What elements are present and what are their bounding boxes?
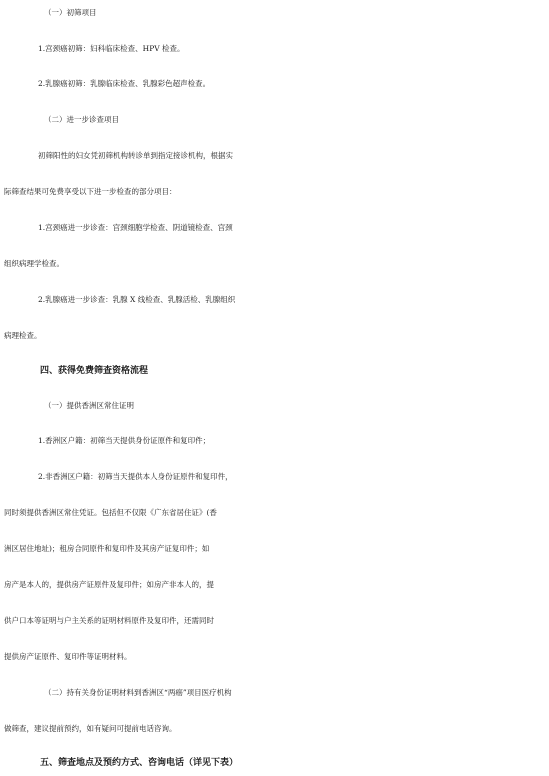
paragraph-line: 1.宫颈癌初筛：妇科临床检查、HPV 检查。 xyxy=(38,44,185,53)
paragraph-line: 供户口本等证明与户主关系的证明材料原件及复印件，还需同时 xyxy=(4,616,214,625)
subheading-initial-screening-items: （一）初筛项目 xyxy=(44,8,97,17)
paragraph-line: 1.宫颈癌进一步诊查：宫颈细胞学检查、阴道镜检查、宫颈 xyxy=(38,223,233,232)
paragraph-line: 提供房产证原件、复印件等证明材料。 xyxy=(4,652,132,661)
paragraph-line: 同时须提供香洲区常住凭证。包括但不仅限《广东省居住证》(香 xyxy=(4,508,217,517)
paragraph-line: 2.非香洲区户籍：初筛当天提供本人身份证原件和复印件， xyxy=(38,472,233,481)
paragraph-line: 组织病理学检查。 xyxy=(4,259,64,268)
paragraph-line: 际筛查结果可免费享受以下进一步检查的部分项目： xyxy=(4,187,177,196)
paragraph-line: 初筛阳性的妇女凭初筛机构转诊单到指定接诊机构，根据实 xyxy=(38,151,233,160)
subheading-residence-proof: （一）提供香洲区常住证明 xyxy=(44,401,134,410)
paragraph-line: 做筛查，建议提前预约，如有疑问可提前电话咨询。 xyxy=(4,724,177,733)
paragraph-line: 2.乳腺癌初筛：乳腺临床检查、乳腺彩色超声检查。 xyxy=(38,79,211,88)
paragraph-line: 洲区居住地址)；租房合同原件和复印件及其房产证复印件；如 xyxy=(4,544,210,553)
paragraph-line: 房产是本人的，提供房产证原件及复印件；如房产非本人的，提 xyxy=(4,580,214,589)
paragraph-line: 1.香洲区户籍：初筛当天提供身份证原件和复印件； xyxy=(38,436,211,445)
paragraph-line: 病理检查。 xyxy=(4,331,42,340)
paragraph-line: （二）持有关身份证明材料到香洲区“两癌”项目医疗机构 xyxy=(44,688,232,697)
section-heading-screening-locations: 五、筛查地点及预约方式、咨询电话（详见下表） xyxy=(40,758,239,768)
paragraph-line: 2.乳腺癌进一步诊查：乳腺 X 线检查、乳腺活检、乳腺组织 xyxy=(38,295,236,304)
section-heading-free-screening-eligibility: 四、获得免费筛查资格流程 xyxy=(40,366,149,376)
subheading-further-examination-items: （二）进一步诊查项目 xyxy=(44,115,119,124)
